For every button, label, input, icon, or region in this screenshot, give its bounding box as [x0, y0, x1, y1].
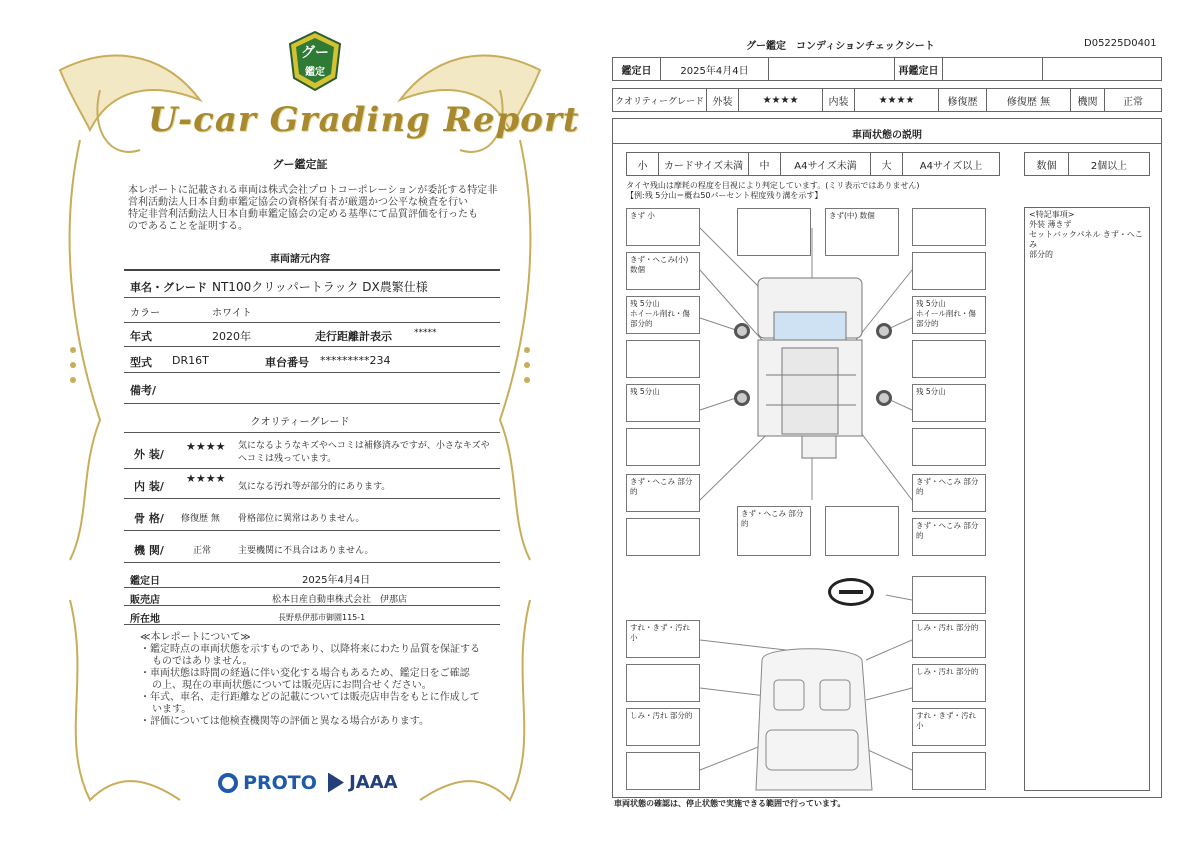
- special-heading: <特記事項>: [1029, 210, 1075, 219]
- engine-value: 正常: [1123, 96, 1143, 108]
- exterior-text-line: 気になるようなキズやヘコミは補修済みですが、小さなキズや: [238, 441, 490, 451]
- damage-box: [626, 296, 700, 334]
- about-line: ものではありません。: [152, 656, 253, 667]
- inspect-date-value: 2025年4月4日: [661, 58, 769, 80]
- exterior-description: [238, 440, 490, 466]
- certificate-line: 営利活動法人日本自動車鑑定協会の資格保有者が厳選かつ公平な検査を行い: [128, 197, 468, 208]
- interior-box: しみ・汚れ 部分的: [912, 620, 986, 658]
- jaaa-logo: [328, 772, 398, 793]
- interior-label: 内 装/: [134, 480, 164, 493]
- special-note: 外装 薄きず: [1029, 220, 1072, 229]
- engine-value: 正常: [193, 546, 212, 556]
- reinspect-label: 再鑑定日: [895, 58, 943, 80]
- certificate-line: 本レポートに記載される車両は株式会社プロトコーポレーションが委託する特定非: [128, 185, 498, 196]
- interior-box: しみ・汚れ 部分的: [626, 708, 700, 746]
- proto-mark-icon: [218, 773, 238, 793]
- tire-note-2: 【例:残 5分山＝概ね50パーセント程度残り溝を示す】: [626, 191, 823, 200]
- tire-front-left-icon: [734, 323, 750, 339]
- reinspect-value: [943, 58, 1043, 80]
- damage-box: [912, 340, 986, 378]
- damage-box: [912, 296, 986, 334]
- date-label: 鑑定日: [130, 576, 160, 587]
- size-legend: [626, 152, 1000, 176]
- exterior-text-line: ヘコミは残っています。: [238, 454, 337, 464]
- blank-cell: [769, 58, 895, 80]
- damage-box: きず・へこみ 部分的: [912, 474, 986, 512]
- spec-heading: 車両諸元内容: [270, 254, 330, 265]
- color-label: カラー: [130, 308, 160, 319]
- damage-box: きず・へこみ 部分的: [737, 506, 811, 556]
- interior-box: [912, 576, 986, 614]
- int-stars: ★★★★: [855, 89, 939, 111]
- engine-label: 機 関/: [134, 544, 164, 557]
- dealer-label: 販売店: [130, 595, 160, 606]
- badge-top-text: グー: [301, 45, 329, 61]
- exterior-label: 外 装/: [134, 448, 164, 461]
- footer-note: 車両状態の確認は、停止状態で実施できる範囲で行っています。: [614, 799, 846, 808]
- name-label: 車名・グレード: [130, 281, 207, 294]
- interior-box: すれ・きず・汚れ 小: [912, 708, 986, 746]
- damage-box: 残 5分山: [626, 384, 700, 422]
- certificate-line: 特定非営利活動法人日本自動車鑑定協会の定める基準にて品質評価を行ったも: [128, 209, 478, 220]
- dealer-value: 松本日産自動車株式会社 伊那店: [272, 595, 408, 605]
- sheet-title: グー鑑定 コンディションチェックシート: [746, 41, 935, 52]
- damage-box: きず・へこみ 部分的: [912, 518, 986, 556]
- about-report: [140, 632, 480, 728]
- interior-stars: ★★★★: [186, 472, 226, 485]
- grade-label: クオリティーグレード: [613, 89, 707, 111]
- about-line: の上、現在の車両状態については販売店にお問合せください。: [152, 680, 432, 691]
- damage-box: [626, 340, 700, 378]
- certificate-title: グー鑑定証: [272, 158, 328, 171]
- grade-row: [612, 88, 1162, 112]
- size-small-desc: カードサイズ未満: [659, 153, 749, 175]
- condition-heading: 車両状態の説明: [852, 130, 922, 141]
- damage-text: 残 5分山: [916, 299, 946, 308]
- about-line: います。: [152, 704, 192, 715]
- inspect-date-label: 鑑定日: [613, 58, 661, 80]
- damage-box: きず・へこみ 部分的: [626, 474, 700, 512]
- count-desc: 2個以上: [1090, 160, 1128, 172]
- chassis-label: 車台番号: [265, 356, 309, 369]
- badge-bottom-text: 鑑定: [305, 67, 325, 78]
- jaaa-logo-text: JAAA: [349, 772, 398, 793]
- tire-rear-left-icon: [734, 390, 750, 406]
- model-value: DR16T: [172, 354, 209, 367]
- about-heading: ≪本レポートについて≫: [140, 632, 251, 643]
- special-notes: [1024, 207, 1150, 791]
- mileage-label: 走行距離計表示: [315, 330, 392, 343]
- about-line: ・年式、車名、走行距離などの記載については販売店申告をもとに作成して: [140, 692, 480, 703]
- tire-front-right-icon: [876, 323, 892, 339]
- ext-stars: ★★★★: [739, 89, 823, 111]
- damage-box: [912, 208, 986, 246]
- frame-value: 修復歴 無: [181, 514, 220, 524]
- tire-rear-right-icon: [876, 390, 892, 406]
- damage-box: [825, 506, 899, 556]
- damage-box: [912, 428, 986, 466]
- proto-logo-text: PROTO: [243, 772, 317, 794]
- exterior-stars: ★★★★: [186, 440, 226, 453]
- interior-box: すれ・きず・汚れ 小: [626, 620, 700, 658]
- count-label: 数個: [1025, 153, 1069, 175]
- damage-box: きず 小: [626, 208, 700, 246]
- about-line: ・車両状態は時間の経過に伴い変化する場合もあるため、鑑定日をご確認: [140, 668, 470, 679]
- remarks-label: 備考/: [130, 384, 157, 397]
- interior-box: [912, 752, 986, 790]
- year-label: 年式: [130, 330, 152, 343]
- frame-label: 骨 格/: [134, 512, 164, 525]
- count-legend: [1024, 152, 1150, 176]
- date-value: 2025年4月4日: [302, 575, 371, 586]
- size-small: 小: [627, 153, 659, 175]
- damage-box: きず・へこみ(小) 数個: [626, 252, 700, 290]
- model-label: 型式: [130, 356, 152, 369]
- damage-box: [626, 518, 700, 556]
- jaaa-mark-icon: [328, 773, 344, 793]
- damage-box: [626, 428, 700, 466]
- certificate-line: のであることを証明する。: [128, 221, 248, 232]
- date-row: [612, 57, 1162, 81]
- damage-text: ホイール削れ・傷 部分的: [916, 309, 976, 328]
- damage-text: 残 5分山: [630, 299, 660, 308]
- mileage-value: *****: [414, 328, 437, 338]
- interior-box: [626, 664, 700, 702]
- size-mid: 中: [749, 153, 781, 175]
- repair-label: 修復歴: [939, 89, 987, 111]
- engine-label: 機関: [1071, 89, 1105, 111]
- color-value: ホワイト: [212, 308, 252, 319]
- repair-value: 修復歴 無: [987, 89, 1071, 111]
- address-value: 長野県伊那市御園115-1: [278, 613, 366, 622]
- certificate-text: [128, 185, 497, 233]
- interior-box: [626, 752, 700, 790]
- damage-box: [912, 252, 986, 290]
- steering-wheel-icon: [828, 578, 874, 606]
- size-large: 大: [871, 153, 903, 175]
- proto-logo: [218, 772, 317, 794]
- sheet-code: D05225D0401: [1084, 38, 1157, 49]
- engine-description: 主要機関に不具合はありません。: [238, 546, 374, 556]
- about-line: ・鑑定時点の車両状態を示すものであり、以降将来にわたり品質を保証する: [140, 644, 480, 655]
- condition-check-sheet: [606, 0, 1200, 848]
- chassis-value: *********234: [320, 354, 391, 367]
- year-value: 2020年: [212, 330, 251, 343]
- int-label: 内装: [823, 89, 855, 111]
- special-note: 部分的: [1029, 250, 1053, 259]
- blank-cell: [1043, 58, 1161, 80]
- interior-box: しみ・汚れ 部分的: [912, 664, 986, 702]
- name-value: NT100クリッパートラック DX農繁仕様: [212, 280, 428, 294]
- damage-box: きず(中) 数個: [825, 208, 899, 256]
- size-mid-desc: A4サイズ未満: [781, 153, 871, 175]
- interior-description: 気になる汚れ等が部分的にあります。: [238, 482, 391, 492]
- damage-box: [737, 208, 811, 256]
- tire-note-1: タイヤ残山は摩耗の程度を目視により判定しています。(ミリ表示ではありません): [626, 181, 920, 190]
- address-label: 所在地: [130, 614, 160, 625]
- ext-label: 外装: [707, 89, 739, 111]
- size-large-desc: A4サイズ以上: [919, 160, 983, 172]
- script-title: U-car Grading Report: [148, 100, 580, 140]
- damage-text: ホイール削れ・傷 部分的: [630, 309, 690, 328]
- frame-description: 骨格部位に異常はありません。: [238, 514, 365, 524]
- damage-box: 残 5分山: [912, 384, 986, 422]
- special-note: セットバックパネル きず・へこみ: [1029, 230, 1143, 249]
- goo-kantei-badge: [286, 30, 344, 92]
- about-line: ・評価については他検査機関等の評価と異なる場合があります。: [140, 716, 429, 727]
- quality-heading: クオリティーグレード: [250, 417, 350, 428]
